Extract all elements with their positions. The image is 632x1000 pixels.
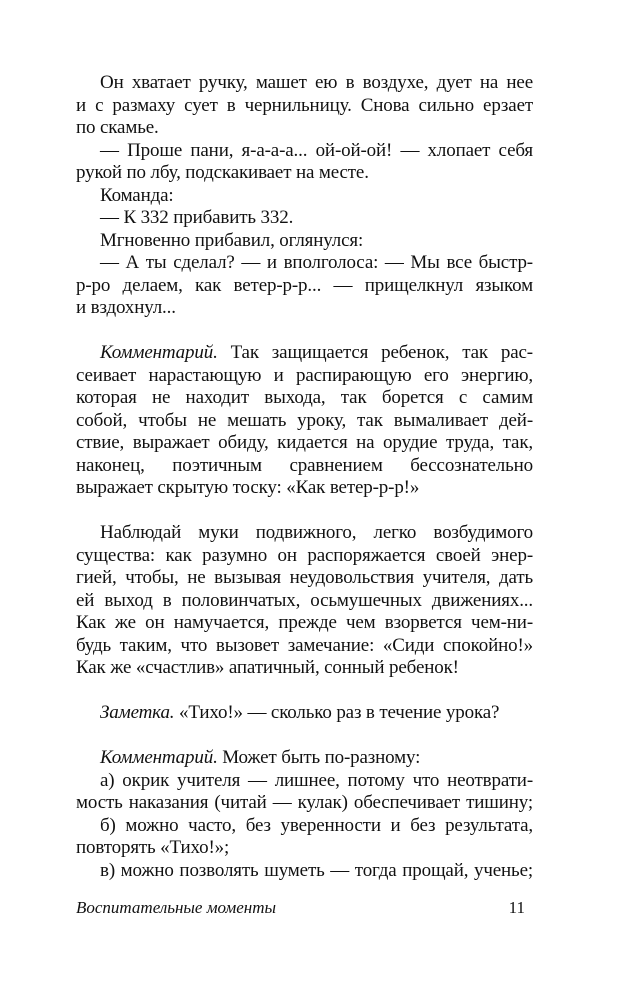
- text-line: которая не находит выхода, так борется с самим: [76, 387, 533, 408]
- note-label: Заметка.: [100, 702, 175, 723]
- list-item-a: а) окрик учителя — лишнее, потому что неотврати-: [100, 769, 533, 791]
- note-text: «Тихо!» — сколько раз в течение урока?: [174, 702, 500, 723]
- text-line: гией, чтобы, не вызывая неудовольствия учителя, дать: [76, 567, 533, 588]
- text-line: наконец, поэтичным сравнением бессознательно: [76, 454, 533, 476]
- comment-label: Комментарий.: [100, 747, 218, 768]
- text-line: Наблюдай муки подвижного, легко возбудимого: [100, 522, 533, 543]
- text-line: собой, чтобы не мешать уроку, так вымаливает дей-: [76, 409, 533, 431]
- text-line: ствие, выражает обиду, кидается на орудие труда, так,: [76, 432, 533, 453]
- comment-text: Так защищается ребенок, так рас-: [217, 342, 533, 363]
- text-line: Как же он намучается, прежде чем взорвется чем-ни-: [76, 612, 533, 633]
- text-line: и с размаху сует в чернильницу. Снова сильно ерзает: [76, 94, 533, 116]
- list-item-c: в) можно позволять шуметь — тогда прощай, ученье;: [100, 859, 533, 881]
- text-line: рукой по лбу, подскакивает на месте.: [76, 162, 369, 183]
- comment-first-line: [76, 747, 533, 770]
- text-line: ей выход в половинчатых, осьмушечных движениях...: [76, 589, 533, 611]
- text-line: Он хватает ручку, машет ею в воздухе, дует на нее: [100, 72, 533, 93]
- text-line: — К 332 прибавить 332.: [100, 207, 294, 228]
- comment-label: Комментарий.: [100, 342, 218, 363]
- note-line: [76, 702, 533, 725]
- running-title: Воспитательные моменты: [76, 898, 277, 917]
- list-item-b: б) можно часто, без уверенности и без результата,: [100, 814, 533, 836]
- text-line: выражает скрытую тоску: «Как ветер-р-р!»: [76, 477, 420, 498]
- text-line: по скамье.: [76, 117, 159, 138]
- paragraph-gap: [76, 320, 533, 343]
- text-line: сеивает нарастающую и распирающую его энергию,: [76, 364, 533, 386]
- paragraph-gap: [76, 500, 533, 523]
- text-line: Команда:: [100, 184, 174, 206]
- text-line: будь таким, что вызовет замечание: «Сиди спокойно!»: [76, 634, 533, 656]
- text-line: существа: как разумно он распоряжается своей энер-: [76, 544, 533, 566]
- text-line: р-ро делаем, как ветер-р-р... — прищелкнул языком: [76, 274, 533, 296]
- text-line: мость наказания (читай — кулак) обеспечивает тишину;: [76, 792, 533, 813]
- text-line: Как же «счастлив» апатичный, сонный ребенок!: [76, 657, 459, 678]
- comment-first-line: [76, 342, 533, 365]
- text-line: Мгновенно прибавил, оглянулся:: [100, 229, 364, 251]
- text-line: и вздохнул...: [76, 297, 176, 318]
- paragraph-gap: [76, 680, 533, 703]
- comment-text: Может быть по-разному:: [217, 747, 421, 768]
- text-line: повторять «Тихо!»;: [76, 837, 230, 858]
- text-line: — А ты сделал? — и вполголоса: — Мы все быстр-: [100, 252, 533, 273]
- text-line: — Проше пани, я-а-а-а... ой-ой-ой! — хлопает себя: [100, 139, 533, 161]
- paragraph-gap: [76, 725, 533, 748]
- page-number: 11: [508, 898, 525, 917]
- page-body: [76, 72, 533, 882]
